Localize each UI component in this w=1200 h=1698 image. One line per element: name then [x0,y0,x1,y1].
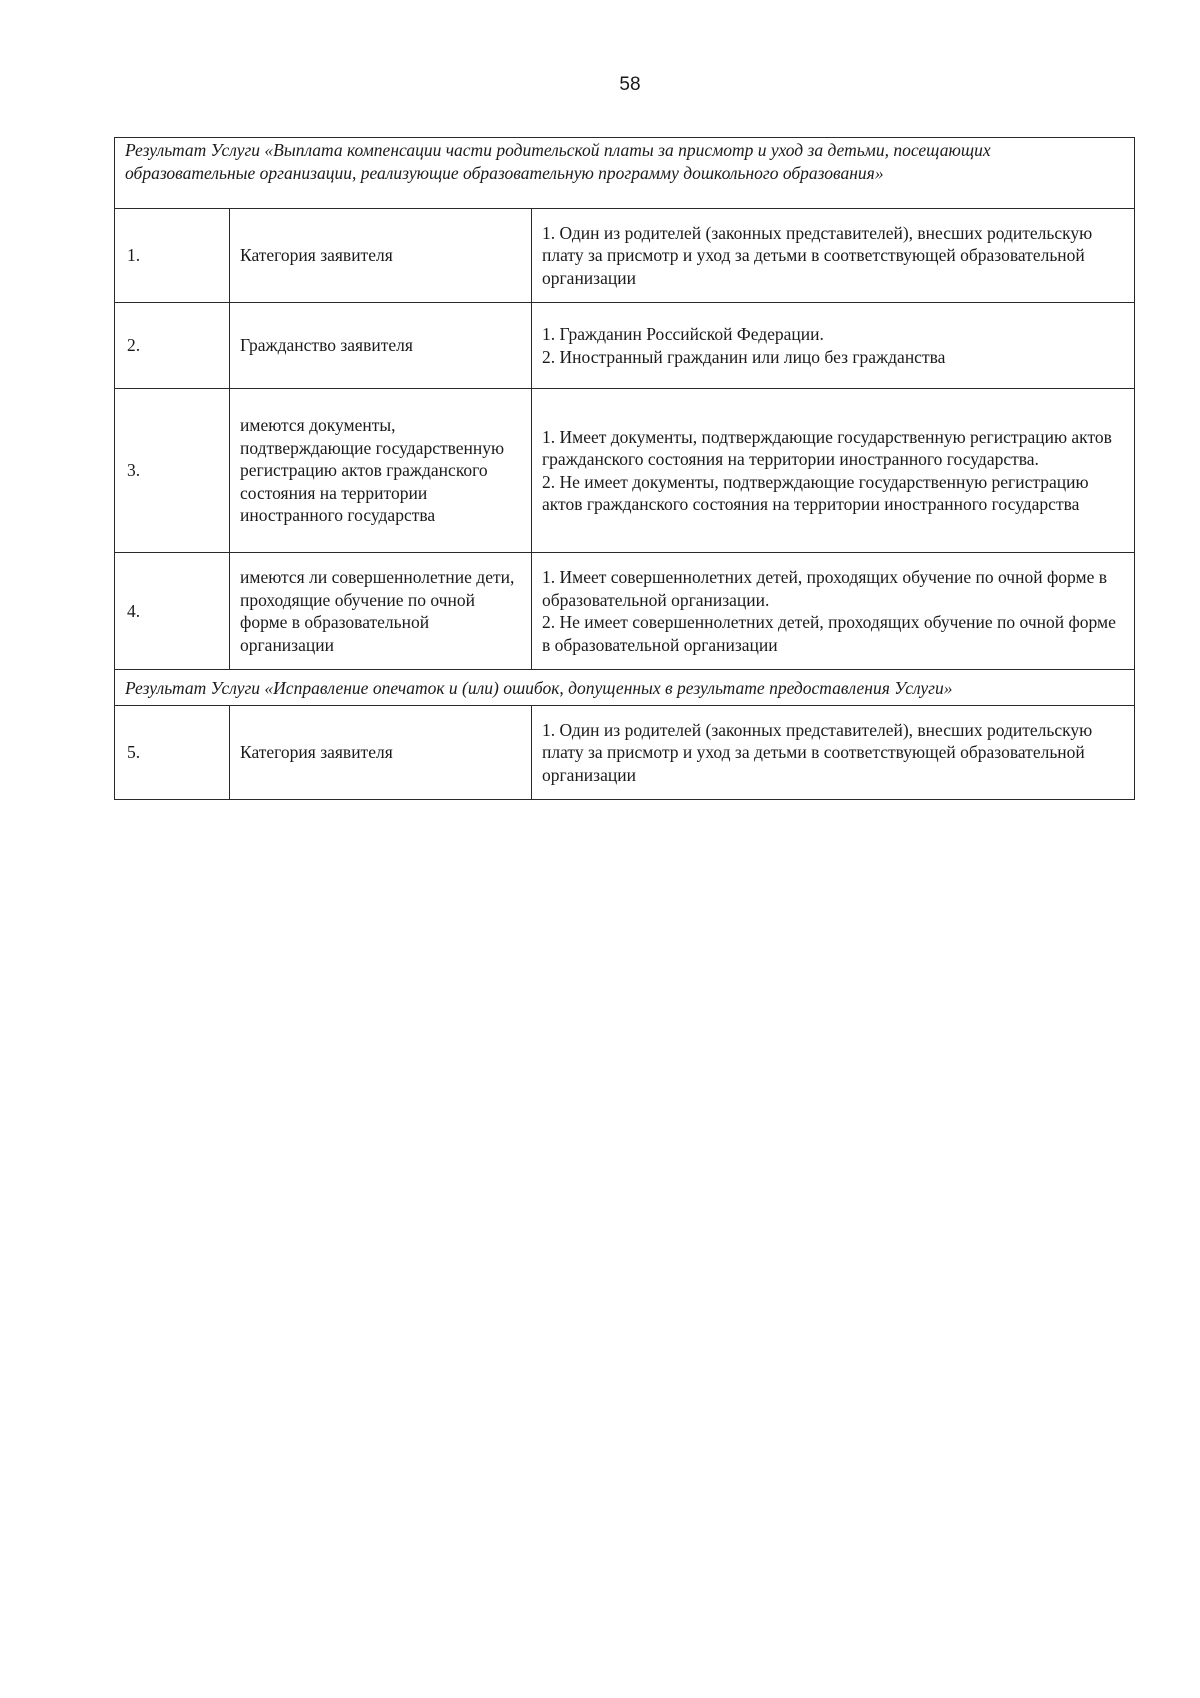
criteria-table [114,137,1135,800]
row-category: имеются ли совершеннолетние дети, проходящие обучение по очной форме в образовательной организации [230,553,532,670]
table-row [115,303,1135,389]
value-option: 1. Имеет совершеннолетних детей, проходящих обучение по очной форме в образовательной организации. [542,567,1108,610]
row-number: 4. [115,553,230,670]
table-row [115,706,1135,800]
table-row [115,553,1135,670]
row-number: 2. [115,303,230,389]
value-option: 2. Иностранный гражданин или лицо без гражданства [542,346,946,367]
section-header-row [115,670,1135,706]
row-value [532,209,1135,303]
section-title: Результат Услуги «Выплата компенсации части родительской платы за присмотр и уход за детьми, посещающих образовательные организации, реализующие образовательную программу дошкольного образования» [115,138,1135,209]
row-value [532,706,1135,800]
table-row [115,209,1135,303]
row-value [532,389,1135,553]
value-option: 1. Один из родителей (законных представителей), внесших родительскую плату за присмотр и уход за детьми в соответствующей образовательной организации [542,719,1093,785]
value-option: 1. Гражданин Российской Федерации. [542,324,824,344]
row-category: Категория заявителя [230,706,532,800]
value-option: 2. Не имеет документы, подтверждающие государственную регистрацию актов гражданского состояния на территории иностранного государства [542,471,1089,514]
value-option: 1. Один из родителей (законных представителей), внесших родительскую плату за присмотр и уход за детьми в соответствующей образовательной организации [542,222,1093,288]
section-title: Результат Услуги «Исправление опечаток и (или) ошибок, допущенных в результате предоставления Услуги» [115,670,1135,706]
row-value [532,553,1135,670]
section-header-row [115,138,1135,209]
row-number: 5. [115,706,230,800]
row-number: 1. [115,209,230,303]
row-category: имеются документы, подтверждающие государственную регистрацию актов гражданского состояния на территории иностранного государства [230,389,532,553]
row-category: Категория заявителя [230,209,532,303]
value-option: 2. Не имеет совершеннолетних детей, проходящих обучение по очной форме в образовательной организации [542,612,1116,655]
value-option: 1. Имеет документы, подтверждающие государственную регистрацию актов гражданского состояния на территории иностранного государства. [542,426,1112,469]
table-row [115,389,1135,553]
row-category: Гражданство заявителя [230,303,532,389]
page-number: 58 [619,74,641,95]
row-number: 3. [115,389,230,553]
row-value [532,303,1135,389]
